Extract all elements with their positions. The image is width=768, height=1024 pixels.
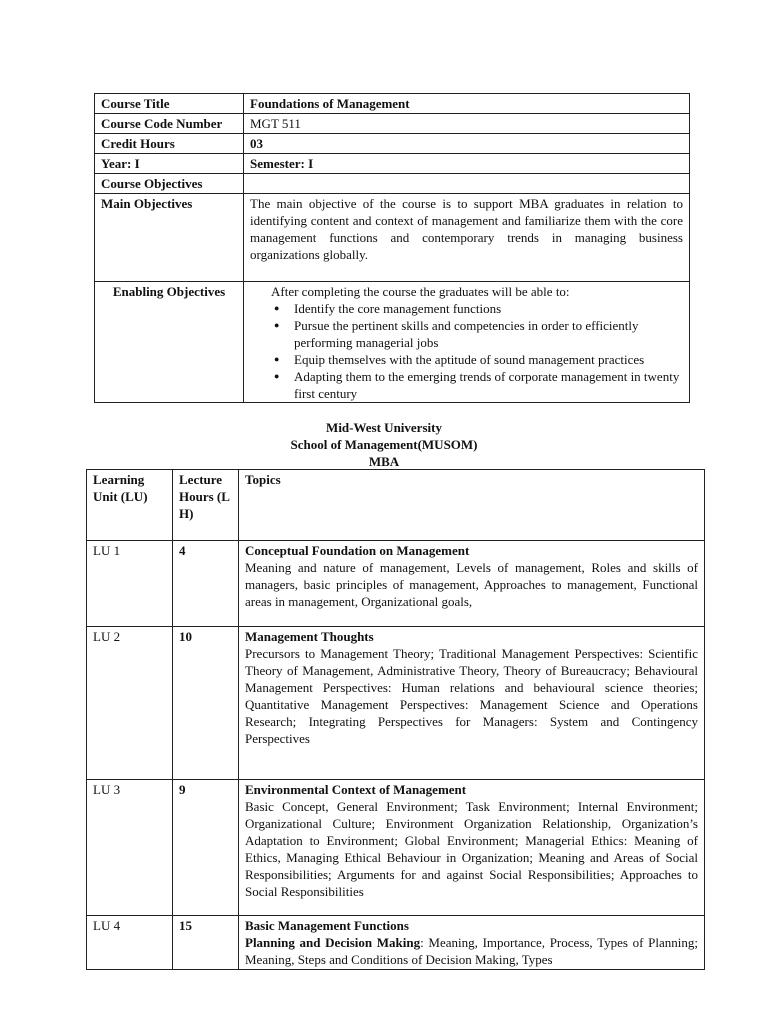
topic-text: Meaning and nature of management, Levels of management, Roles and skills of managers, basic principles of management, Approaches to management, Functional areas in management, Organizational goals, <box>245 560 698 609</box>
table-row <box>95 282 690 403</box>
topics-cell <box>239 541 705 627</box>
list-item: ● Adapting them to the emerging trends of corporate management in twenty first century <box>294 368 683 402</box>
table-row <box>87 780 705 916</box>
document-header <box>0 419 768 470</box>
table-row <box>87 627 705 780</box>
enabling-objectives-cell <box>244 282 690 403</box>
lh-cell: 15 <box>173 916 239 970</box>
col-header-lu: Learning Unit (LU) <box>87 470 173 541</box>
course-title-value: Foundations of Management <box>244 94 690 114</box>
course-objectives-label: Course Objectives <box>95 174 244 194</box>
course-code-label: Course Code Number <box>95 114 244 134</box>
topic-title: Management Thoughts <box>245 629 374 644</box>
topic-text: Basic Concept, General Environment; Task Environment; Internal Environment; Organizational Culture; Environment Organization Relationship, Organization’s Adaptation to Environment; Global Environment; Managerial Ethics: Meaning of Ethics, Managing Ethical Behaviour in Organization; Meaning and Areas of Social Responsibilities; Arguments for and against Social Responsibilities; Approaches to Social Responsibilities <box>245 799 698 899</box>
lu-cell: LU 2 <box>87 627 173 780</box>
table-row <box>95 94 690 114</box>
semester-label: Semester: I <box>244 154 690 174</box>
main-objectives-label: Main Objectives <box>95 194 244 282</box>
table-row <box>95 174 690 194</box>
topic-subtext: : Meaning, Importance, Process, Types of Planning; Meaning, Steps and Conditions of Decision Making, Types <box>245 935 698 967</box>
topic-title: Basic Management Functions <box>245 918 409 933</box>
lu-cell: LU 3 <box>87 780 173 916</box>
table-row <box>95 114 690 134</box>
lu-cell: LU 1 <box>87 541 173 627</box>
school-name: School of Management(MUSOM) <box>290 437 478 452</box>
lh-cell: 4 <box>173 541 239 627</box>
program-name: MBA <box>368 454 400 469</box>
topics-cell <box>239 780 705 916</box>
col-header-lh: Lecture Hours (LH) <box>173 470 239 541</box>
topics-cell <box>239 627 705 780</box>
enabling-objectives-label: Enabling Objectives <box>95 282 244 403</box>
main-objectives-text: The main objective of the course is to support MBA graduates in relation to identifying content and context of management and familiarize them with the core management functions and contemporary trends in managing business organizations globally. <box>244 194 690 282</box>
credit-hours-value: 03 <box>244 134 690 154</box>
course-objectives-empty <box>244 174 690 194</box>
year-label: Year: I <box>95 154 244 174</box>
topic-title: Environmental Context of Management <box>245 782 467 797</box>
table-row <box>95 154 690 174</box>
learning-units-table <box>86 469 705 970</box>
table-row <box>87 541 705 627</box>
col-header-topics: Topics <box>239 470 705 541</box>
topic-text: Precursors to Management Theory; Traditional Management Perspectives: Scientific Theory of Management, Administrative Theory, Theory of Bureaucracy; Behavioural Management Perspectives: Human relations and behavioural science theories; Quantitative Management Perspectives: Management Science and Operations Research; Integrating Perspectives for Managers: System and Contingency Perspectives <box>245 646 698 746</box>
course-code-value: MGT 511 <box>244 114 690 134</box>
table-header-row <box>87 470 705 541</box>
credit-hours-label: Credit Hours <box>95 134 244 154</box>
course-title-label: Course Title <box>95 94 244 114</box>
enabling-objectives-list <box>271 300 683 402</box>
lu-cell: LU 4 <box>87 916 173 970</box>
list-item: ● Equip themselves with the aptitude of sound management practices <box>294 351 683 368</box>
topics-cell <box>239 916 705 970</box>
course-info-table <box>94 93 690 403</box>
enabling-objectives-intro: After completing the course the graduates will be able to: <box>271 284 570 299</box>
topic-subtitle: Planning and Decision Making <box>245 935 421 950</box>
lh-cell: 10 <box>173 627 239 780</box>
table-row <box>95 134 690 154</box>
list-item: ● Pursue the pertinent skills and competencies in order to efficiently performing managerial jobs <box>294 317 683 351</box>
topic-title: Conceptual Foundation on Management <box>245 543 470 558</box>
table-row <box>87 916 705 970</box>
topic-text <box>245 934 698 968</box>
university-name: Mid-West University <box>326 420 442 435</box>
table-row <box>95 194 690 282</box>
lh-cell: 9 <box>173 780 239 916</box>
list-item: ● Identify the core management functions <box>294 300 683 317</box>
